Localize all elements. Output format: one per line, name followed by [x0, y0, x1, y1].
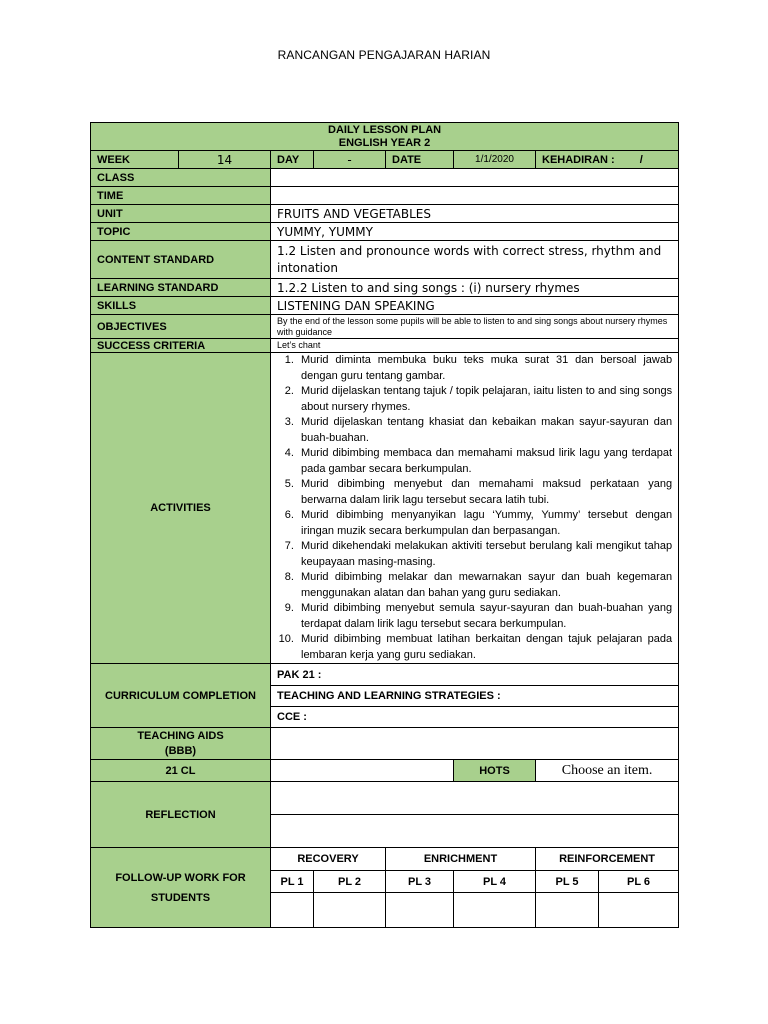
lesson-plan-table	[90, 122, 679, 928]
plan-title-line1: DAILY LESSON PLAN	[328, 123, 442, 136]
activity-item: 4. Murid dibimbing membaca dan memahami maksud lirik lagu yang terdapat pada gambar secara berkumpulan.	[297, 446, 672, 477]
hots-label: HOTS	[454, 760, 536, 782]
activity-item: 1. Murid diminta membuka buku teks muka surat 31 dan bersoal jawab dengan guru tentang gambar.	[297, 353, 672, 384]
follow-up-label-line1: FOLLOW-UP WORK FOR	[115, 871, 246, 884]
reflection-line2[interactable]	[271, 815, 679, 848]
enrichment-header: ENRICHMENT	[386, 848, 536, 871]
recovery-header: RECOVERY	[271, 848, 386, 871]
pl3-value[interactable]	[386, 893, 454, 928]
learning-standard-value[interactable]: 1.2.2 Listen to and sing songs : (i) nursery rhymes	[271, 279, 679, 297]
pl6-value[interactable]	[599, 893, 679, 928]
day-label: DAY	[271, 151, 314, 169]
plan-title	[91, 123, 679, 151]
learning-standard-label: LEARNING STANDARD	[91, 279, 271, 297]
content-standard-label: CONTENT STANDARD	[91, 241, 271, 279]
week-value[interactable]: 14	[179, 151, 271, 169]
activity-item: 6. Murid dibimbing menyanyikan lagu ‘Yummy, Yummy’ tersebut dengan iringan muzik secara berkumpulan dan berpasangan.	[297, 508, 672, 539]
pak21-field[interactable]: PAK 21 :	[271, 664, 679, 686]
curriculum-completion-label: CURRICULUM COMPLETION	[91, 664, 271, 728]
pl1-header: PL 1	[271, 871, 314, 893]
skills-value[interactable]: LISTENING DAN SPEAKING	[271, 297, 679, 315]
pl4-value[interactable]	[454, 893, 536, 928]
topic-label: TOPIC	[91, 223, 271, 241]
hots-select[interactable]: Choose an item.	[536, 760, 679, 782]
teaching-aids-label-line2: (BBB)	[164, 744, 197, 757]
time-value[interactable]	[271, 187, 679, 205]
date-label: DATE	[386, 151, 454, 169]
teaching-aids-label	[91, 728, 271, 760]
strategies-field[interactable]: TEACHING AND LEARNING STRATEGIES :	[271, 686, 679, 707]
activity-item: 8. Murid dibimbing melakar dan mewarnakan sayur dan buah kegemaran menggunakan alatan dan bahan yang guru sediakan.	[297, 570, 672, 601]
activities-cell[interactable]	[271, 353, 679, 664]
reflection-label: REFLECTION	[91, 782, 271, 848]
pl1-value[interactable]	[271, 893, 314, 928]
teaching-aids-value[interactable]	[271, 728, 679, 760]
activity-item: 7. Murid dikehendaki melakukan aktiviti tersebut berulang kali mengikut tahap keupayaan masing-masing.	[297, 539, 672, 570]
topic-value[interactable]: YUMMY, YUMMY	[271, 223, 679, 241]
day-value[interactable]: -	[314, 151, 386, 169]
plan-title-line2: ENGLISH YEAR 2	[338, 136, 431, 149]
unit-label: UNIT	[91, 205, 271, 223]
reflection-line1[interactable]	[271, 782, 679, 815]
time-label: TIME	[91, 187, 271, 205]
date-value[interactable]: 1/1/2020	[454, 151, 536, 169]
kehadiran-value: /	[639, 153, 643, 166]
pl2-value[interactable]	[314, 893, 386, 928]
pl4-header: PL 4	[454, 871, 536, 893]
week-label: WEEK	[91, 151, 179, 169]
kehadiran-cell[interactable]	[536, 151, 679, 169]
activities-label: ACTIVITIES	[91, 353, 271, 664]
page-header: RANCANGAN PENGAJARAN HARIAN	[277, 48, 491, 62]
success-criteria-value[interactable]: Let’s chant	[271, 339, 679, 353]
activity-item: 2. Murid dijelaskan tentang tajuk / topik pelajaran, iaitu listen to and sing songs about nursery rhymes.	[297, 384, 672, 415]
pl2-header: PL 2	[314, 871, 386, 893]
class-label: CLASS	[91, 169, 271, 187]
teaching-aids-label-line1: TEACHING AIDS	[137, 729, 224, 742]
cl21-value[interactable]	[271, 760, 454, 782]
activities-list	[273, 353, 672, 663]
unit-value[interactable]: FRUITS AND VEGETABLES	[271, 205, 679, 223]
pl3-header: PL 3	[386, 871, 454, 893]
objectives-label: OBJECTIVES	[91, 315, 271, 339]
activity-item: 9. Murid dibimbing menyebut semula sayur-sayuran dan buah-buahan yang terdapat dalam lirik lagu tersebut secara berkumpulan.	[297, 601, 672, 632]
pl5-value[interactable]	[536, 893, 599, 928]
pl6-header: PL 6	[599, 871, 679, 893]
class-value[interactable]	[271, 169, 679, 187]
activity-item: 10. Murid dibimbing membuat latihan berkaitan dengan tajuk pelajaran pada lembaran kerja yang guru sediakan.	[297, 632, 672, 663]
cce-field[interactable]: CCE :	[271, 707, 679, 728]
kehadiran-label: KEHADIRAN :	[542, 153, 615, 166]
activity-item: 5. Murid dibimbing menyebut dan memahami maksud perkataan yang berwarna dalam lirik lagu tersebut secara latih tubi.	[297, 477, 672, 508]
activity-item: 3. Murid dijelaskan tentang khasiat dan kebaikan makan sayur-sayuran dan buah-buahan.	[297, 415, 672, 446]
success-criteria-label: SUCCESS CRITERIA	[91, 339, 271, 353]
cl21-label: 21 CL	[91, 760, 271, 782]
pl5-header: PL 5	[536, 871, 599, 893]
follow-up-label-line2: STUDENTS	[150, 891, 211, 904]
follow-up-label	[91, 848, 271, 928]
objectives-value[interactable]: By the end of the lesson some pupils will be able to listen to and sing songs about nursery rhymes with guidance	[271, 315, 679, 339]
content-standard-value[interactable]: 1.2 Listen and pronounce words with correct stress, rhythm and intonation	[271, 241, 679, 279]
reinforcement-header: REINFORCEMENT	[536, 848, 679, 871]
skills-label: SKILLS	[91, 297, 271, 315]
